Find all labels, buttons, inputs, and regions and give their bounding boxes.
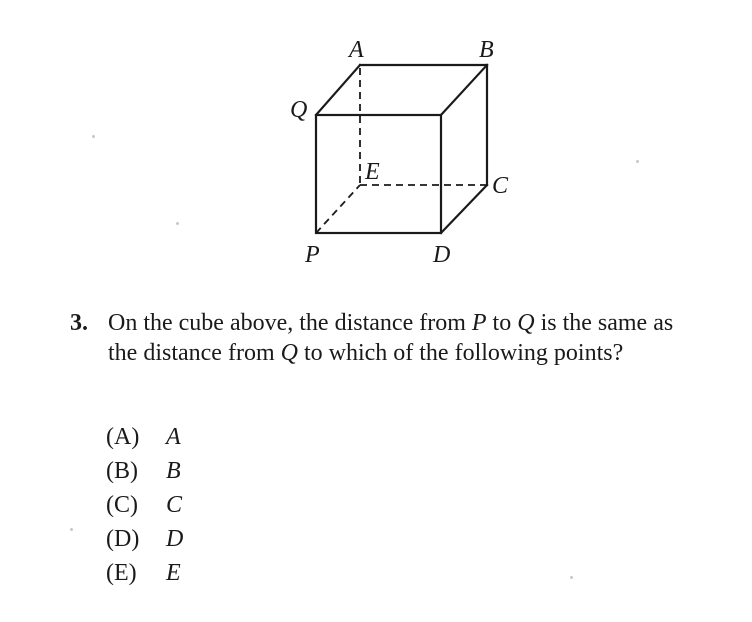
cube-edge-qa [316, 65, 360, 115]
choice-label: (E) [106, 560, 137, 586]
cube-edge-dc [441, 185, 487, 233]
choice-d [106, 522, 183, 556]
cube-edge-front-b [441, 65, 487, 115]
choice-label: (B) [106, 458, 138, 484]
stem-text: On the cube above, the distance from [108, 310, 472, 336]
cube-hidden-edge-pe [316, 185, 360, 233]
stem-var-p: P [471, 310, 487, 336]
choice-value: A [166, 424, 181, 450]
choice-label: (C) [106, 492, 138, 518]
vertex-label-a: A [349, 37, 364, 63]
question-stem [108, 308, 688, 368]
vertex-label-e: E [365, 159, 380, 185]
scan-speck [176, 222, 179, 225]
stem-text: is the same as the distance from [108, 310, 674, 366]
vertex-label-c: C [492, 173, 509, 199]
choice-b [106, 454, 183, 488]
vertex-label-d: D [433, 242, 451, 268]
choice-value: B [166, 458, 181, 484]
stem-var-q: Q [280, 340, 298, 366]
stem-var-q: Q [517, 310, 535, 336]
vertex-label-p: P [305, 242, 320, 268]
scan-speck [92, 135, 95, 138]
vertex-label-q: Q [290, 97, 308, 123]
scan-speck [636, 160, 639, 163]
stem-text: to which of the following points? [297, 340, 624, 366]
stem-text: to [486, 310, 518, 336]
scan-speck [70, 528, 73, 531]
choice-e [106, 556, 183, 590]
choice-value: E [166, 560, 181, 586]
choice-c [106, 488, 183, 522]
vertex-label-b: B [479, 37, 494, 63]
scan-speck [570, 576, 573, 579]
answer-choices [106, 420, 183, 590]
question-block [70, 308, 710, 368]
choice-label: (A) [106, 424, 140, 450]
choice-value: D [166, 526, 184, 552]
question-number: 3. [70, 310, 88, 336]
cube-figure [0, 0, 752, 300]
choice-value: C [166, 492, 183, 518]
choice-a [106, 420, 183, 454]
choice-label: (D) [106, 526, 140, 552]
